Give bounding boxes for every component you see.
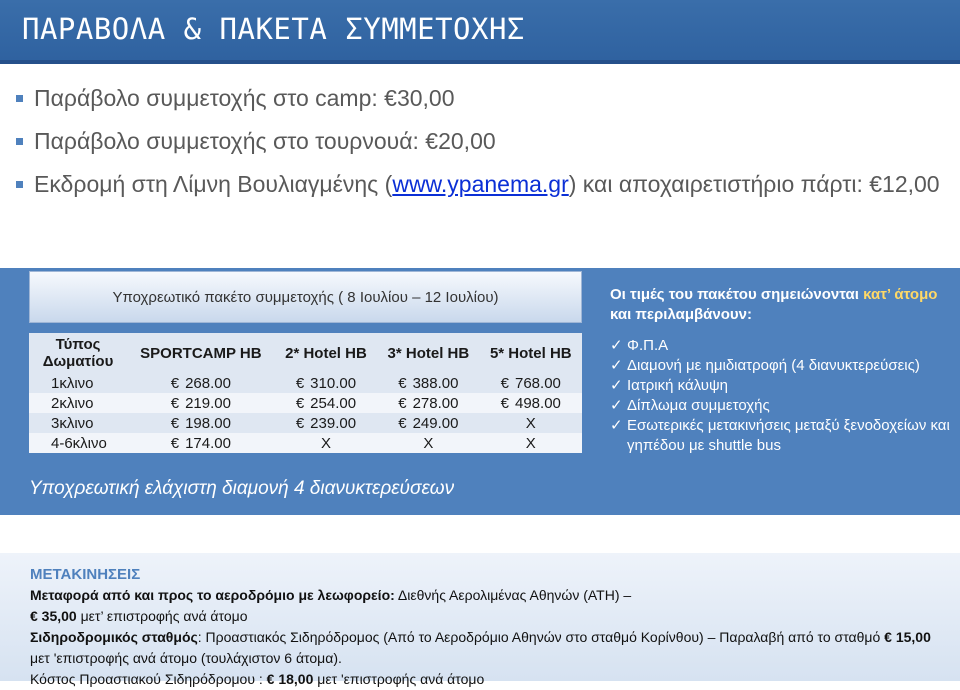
price-cell: € 278.00 (377, 393, 479, 413)
euro-sign: € (295, 374, 305, 392)
checkmark-icon: ✓ (610, 417, 623, 434)
bus-line: Μεταφορά από και προς το αεροδρόμιο με λεωφορείο: Διεθνής Αερολιμένας Αθηνών (ΑΤΗ) – (30, 587, 632, 603)
table-row (29, 373, 582, 393)
fee-camp (14, 84, 944, 113)
euro-sign: € (398, 414, 407, 432)
list-item: ✓ Εσωτερικές μετακινήσεις μεταξύ ξενοδοχείων και γηπέδου με shuttle bus (610, 417, 950, 454)
page-title: ΠΑΡΑΒΟΛΑ & ΠΑΚΕΤΑ ΣΥΜΜΕΤΟΧΗΣ (22, 12, 525, 46)
includes-title: Οι τιμές του πακέτου σημειώνονται κατ’ άτομο και περιλαμβάνουν: (610, 286, 938, 323)
room-type: 2κλινο (29, 393, 127, 413)
euro-sign: € (295, 394, 305, 412)
price-cell: € 219.00 (127, 393, 275, 413)
min-stay-note: Υποχρεωτική ελάχιστη διαμονή 4 διανυκτερεύσεων (29, 478, 455, 499)
room-type: 3κλινο (29, 413, 127, 433)
ypanema-link[interactable]: www.ypanema.gr (392, 171, 569, 197)
price-cell: X (480, 413, 582, 433)
price-cell: € 174.00 (127, 433, 275, 453)
col-hotel-5: 5* Hotel HB (480, 333, 582, 373)
checkmark-icon: ✓ (610, 397, 623, 414)
col-sportcamp: SPORTCAMP HB (127, 333, 275, 373)
price-cell: € 268.00 (127, 373, 275, 393)
package-heading: Υποχρεωτικό πακέτο συμμετοχής ( 8 Ιουλίου – 12 Ιουλίου) (29, 271, 582, 323)
price-cell: X (377, 433, 479, 453)
checkmark-icon: ✓ (610, 357, 623, 374)
fee-excursion-post: ) και αποχαιρετιστήριο πάρτι: €12,00 (568, 171, 940, 197)
price-cell: € 498.00 (480, 393, 582, 413)
room-type: 1κλινο (29, 373, 127, 393)
price-cell: € 239.00 (275, 413, 377, 433)
price-table (29, 333, 582, 453)
transport-title: ΜΕΤΑΚΙΝΗΣΕΙΣ (30, 566, 141, 583)
euro-sign: € (398, 394, 407, 412)
euro-sign: € (500, 374, 509, 392)
fee-tournament-text: Παράβολο συμμετοχής στο τουρνουά: €20,00 (34, 128, 496, 154)
euro-sign: € (170, 434, 180, 452)
checkmark-icon: ✓ (610, 337, 623, 354)
title-bar (0, 0, 960, 64)
price-cell: € 249.00 (377, 413, 479, 433)
fee-excursion-pre: Εκδρομή στη Λίμνη Βουλιαγμένης ( (34, 171, 393, 197)
euro-sign: € (398, 374, 407, 392)
table-row (29, 413, 582, 433)
price-cell: € 388.00 (377, 373, 479, 393)
fee-excursion (14, 170, 944, 199)
euro-sign: € (500, 394, 509, 412)
list-item: ✓ Φ.Π.Α (610, 337, 669, 354)
square-bullet-icon (16, 181, 23, 188)
list-item: ✓ Διαμονή με ημιδιατροφή (4 διανυκτερεύσεις) (610, 357, 920, 374)
fee-tournament (14, 127, 944, 156)
euro-sign: € (170, 414, 180, 432)
price-cell: € 198.00 (127, 413, 275, 433)
rail-cost-line: Κόστος Προαστιακού Σιδηρόδρομου : € 18,00 μετ 'επιστροφής ανά άτομο (30, 671, 485, 687)
includes-list (610, 336, 955, 456)
checkmark-icon: ✓ (610, 377, 623, 394)
list-item: ✓ Ιατρική κάλυψη (610, 377, 729, 394)
col-room-type: Τύπος Δωματίου (29, 333, 127, 373)
price-cell: € 254.00 (275, 393, 377, 413)
price-cell: € 768.00 (480, 373, 582, 393)
bus-price-line: € 35,00 μετ’ επιστροφής ανά άτομο (30, 608, 248, 624)
fee-list (14, 84, 944, 213)
euro-sign: € (170, 374, 180, 392)
square-bullet-icon (16, 95, 23, 102)
euro-sign: € (170, 394, 180, 412)
per-person-highlight: κατ’ άτομο (863, 286, 938, 303)
price-cell: € 310.00 (275, 373, 377, 393)
rail-line: Σιδηροδρομικός σταθμός: Προαστιακός Σιδηρόδρομος (Από το Αεροδρόμιο Αθηνών στο σταθμό Κορίνθου) – Παραλαβή από το σταθμό € 15,00 μετ 'επιστροφής ανά άτομο (τουλάχιστον 6 άτομα). (30, 629, 931, 666)
square-bullet-icon (16, 138, 23, 145)
list-item: ✓ Δίπλωμα συμμετοχής (610, 397, 770, 414)
col-hotel-2: 2* Hotel HB (275, 333, 377, 373)
transport-details (30, 585, 950, 690)
fee-camp-text: Παράβολο συμμετοχής στο camp: €30,00 (34, 85, 455, 111)
table-row (29, 393, 582, 413)
table-row (29, 433, 582, 453)
euro-sign: € (295, 414, 305, 432)
col-hotel-3: 3* Hotel HB (377, 333, 479, 373)
price-cell: X (275, 433, 377, 453)
price-cell: X (480, 433, 582, 453)
room-type: 4-6κλινο (29, 433, 127, 453)
